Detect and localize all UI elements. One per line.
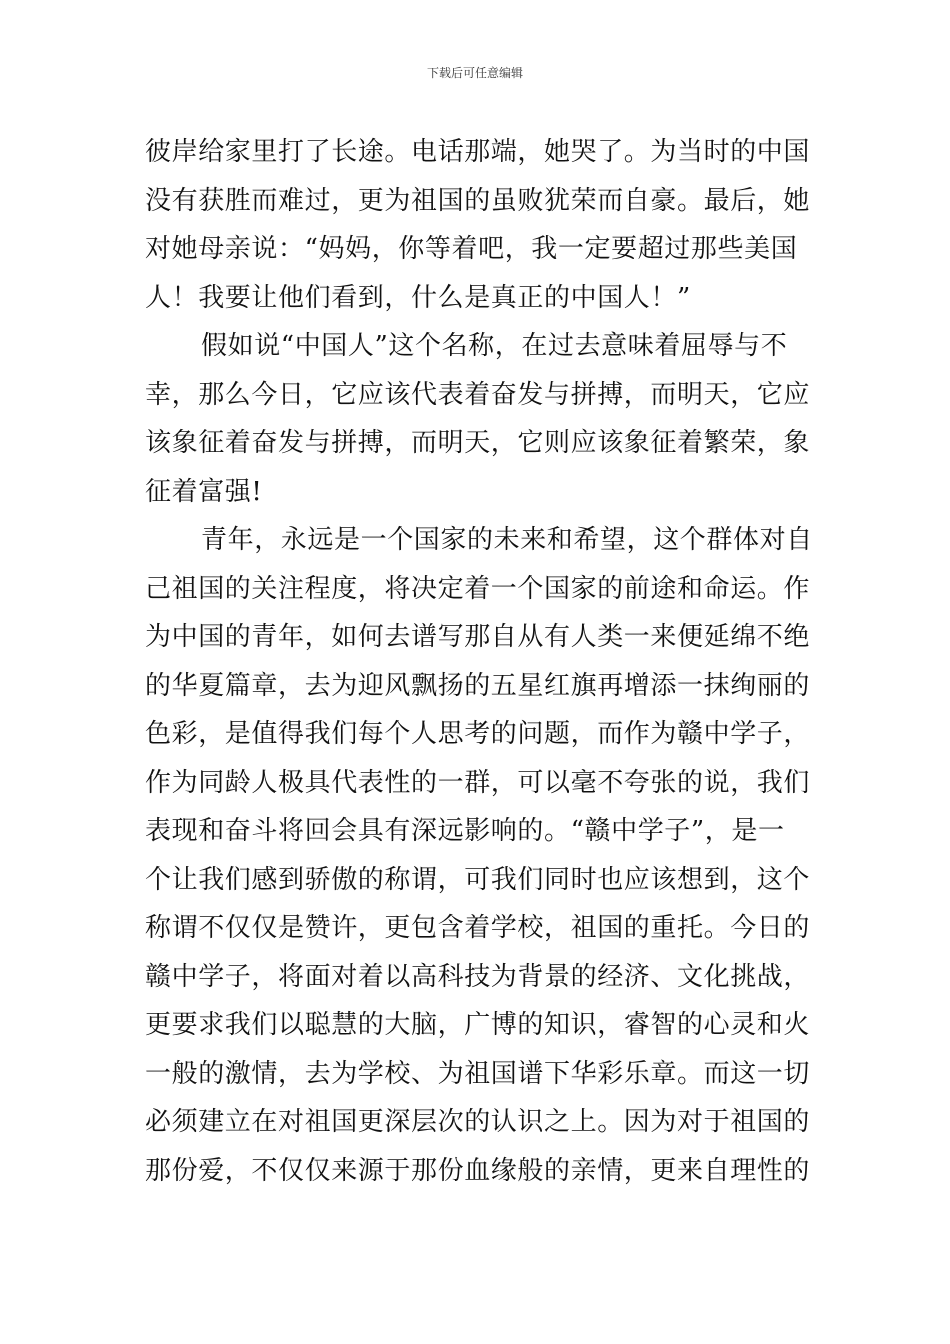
paragraph-first-line: 青年，永远是一个国家的未来和希望，这个群体对自 [201,525,813,555]
text-line: 更要求我们以聪慧的大脑，广博的知识，睿智的心灵和火 [145,1010,811,1040]
text-line: 赣中学子，将面对着以高科技为背景的经济、文化挑战， [145,961,811,992]
text-line: 称谓不仅仅是赞许，更包含着学校，祖国的重托。今日的 [145,913,811,943]
text-line: 的华夏篇章，去为迎风飘扬的五星红旗再增添一抹绚丽的 [145,670,811,701]
text-line: 表现和奋斗将回会具有深远影响的。“赣中学子”，是一 [145,816,785,846]
text-line: 己祖国的关注程度，将决定着一个国家的前途和命运。作 [145,573,811,604]
text-line: 作为同龄人极具代表性的一群，可以毫不夸张的说，我们 [145,767,811,798]
text-line: 一般的激情，去为学校、为祖国谱下华彩乐章。而这一切 [145,1058,811,1089]
text-line: 人！我要让他们看到，什么是真正的中国人！” [145,282,691,313]
text-line: 征着富强! [145,476,263,507]
text-line: 必须建立在对祖国更深层次的认识之上。因为对于祖国的 [145,1107,811,1137]
text-line: 色彩，是值得我们每个人思考的问题，而作为赣中学子， [145,719,811,749]
text-line: 幸，那么今日，它应该代表着奋发与拼搏，而明天，它应 [145,379,811,410]
text-line: 没有获胜而难过，更为祖国的虽败犹荣而自豪。最后，她 [145,185,811,216]
text-line: 该象征着奋发与拼搏，而明天，它则应该象征着繁荣，象 [145,428,811,458]
page-header: 下载后可任意编辑 [426,66,523,80]
document-body [145,128,813,1195]
paragraph-first-line: 假如说“中国人”这个名称，在过去意味着屈辱与不 [201,331,788,361]
text-line: 为中国的青年，如何去谱写那自从有人类一来便延绵不绝 [145,622,811,652]
text-line: 那份爱，不仅仅来源于那份血缘般的亲情，更来自理性的 [145,1155,811,1186]
text-line: 个让我们感到骄傲的称谓，可我们同时也应该想到，这个 [145,864,811,895]
text-line: 对她母亲说：“妈妈，你等着吧，我一定要超过那些美国 [145,234,798,264]
text-line: 彼岸给家里打了长途。电话那端，她哭了。为当时的中国 [145,137,811,167]
